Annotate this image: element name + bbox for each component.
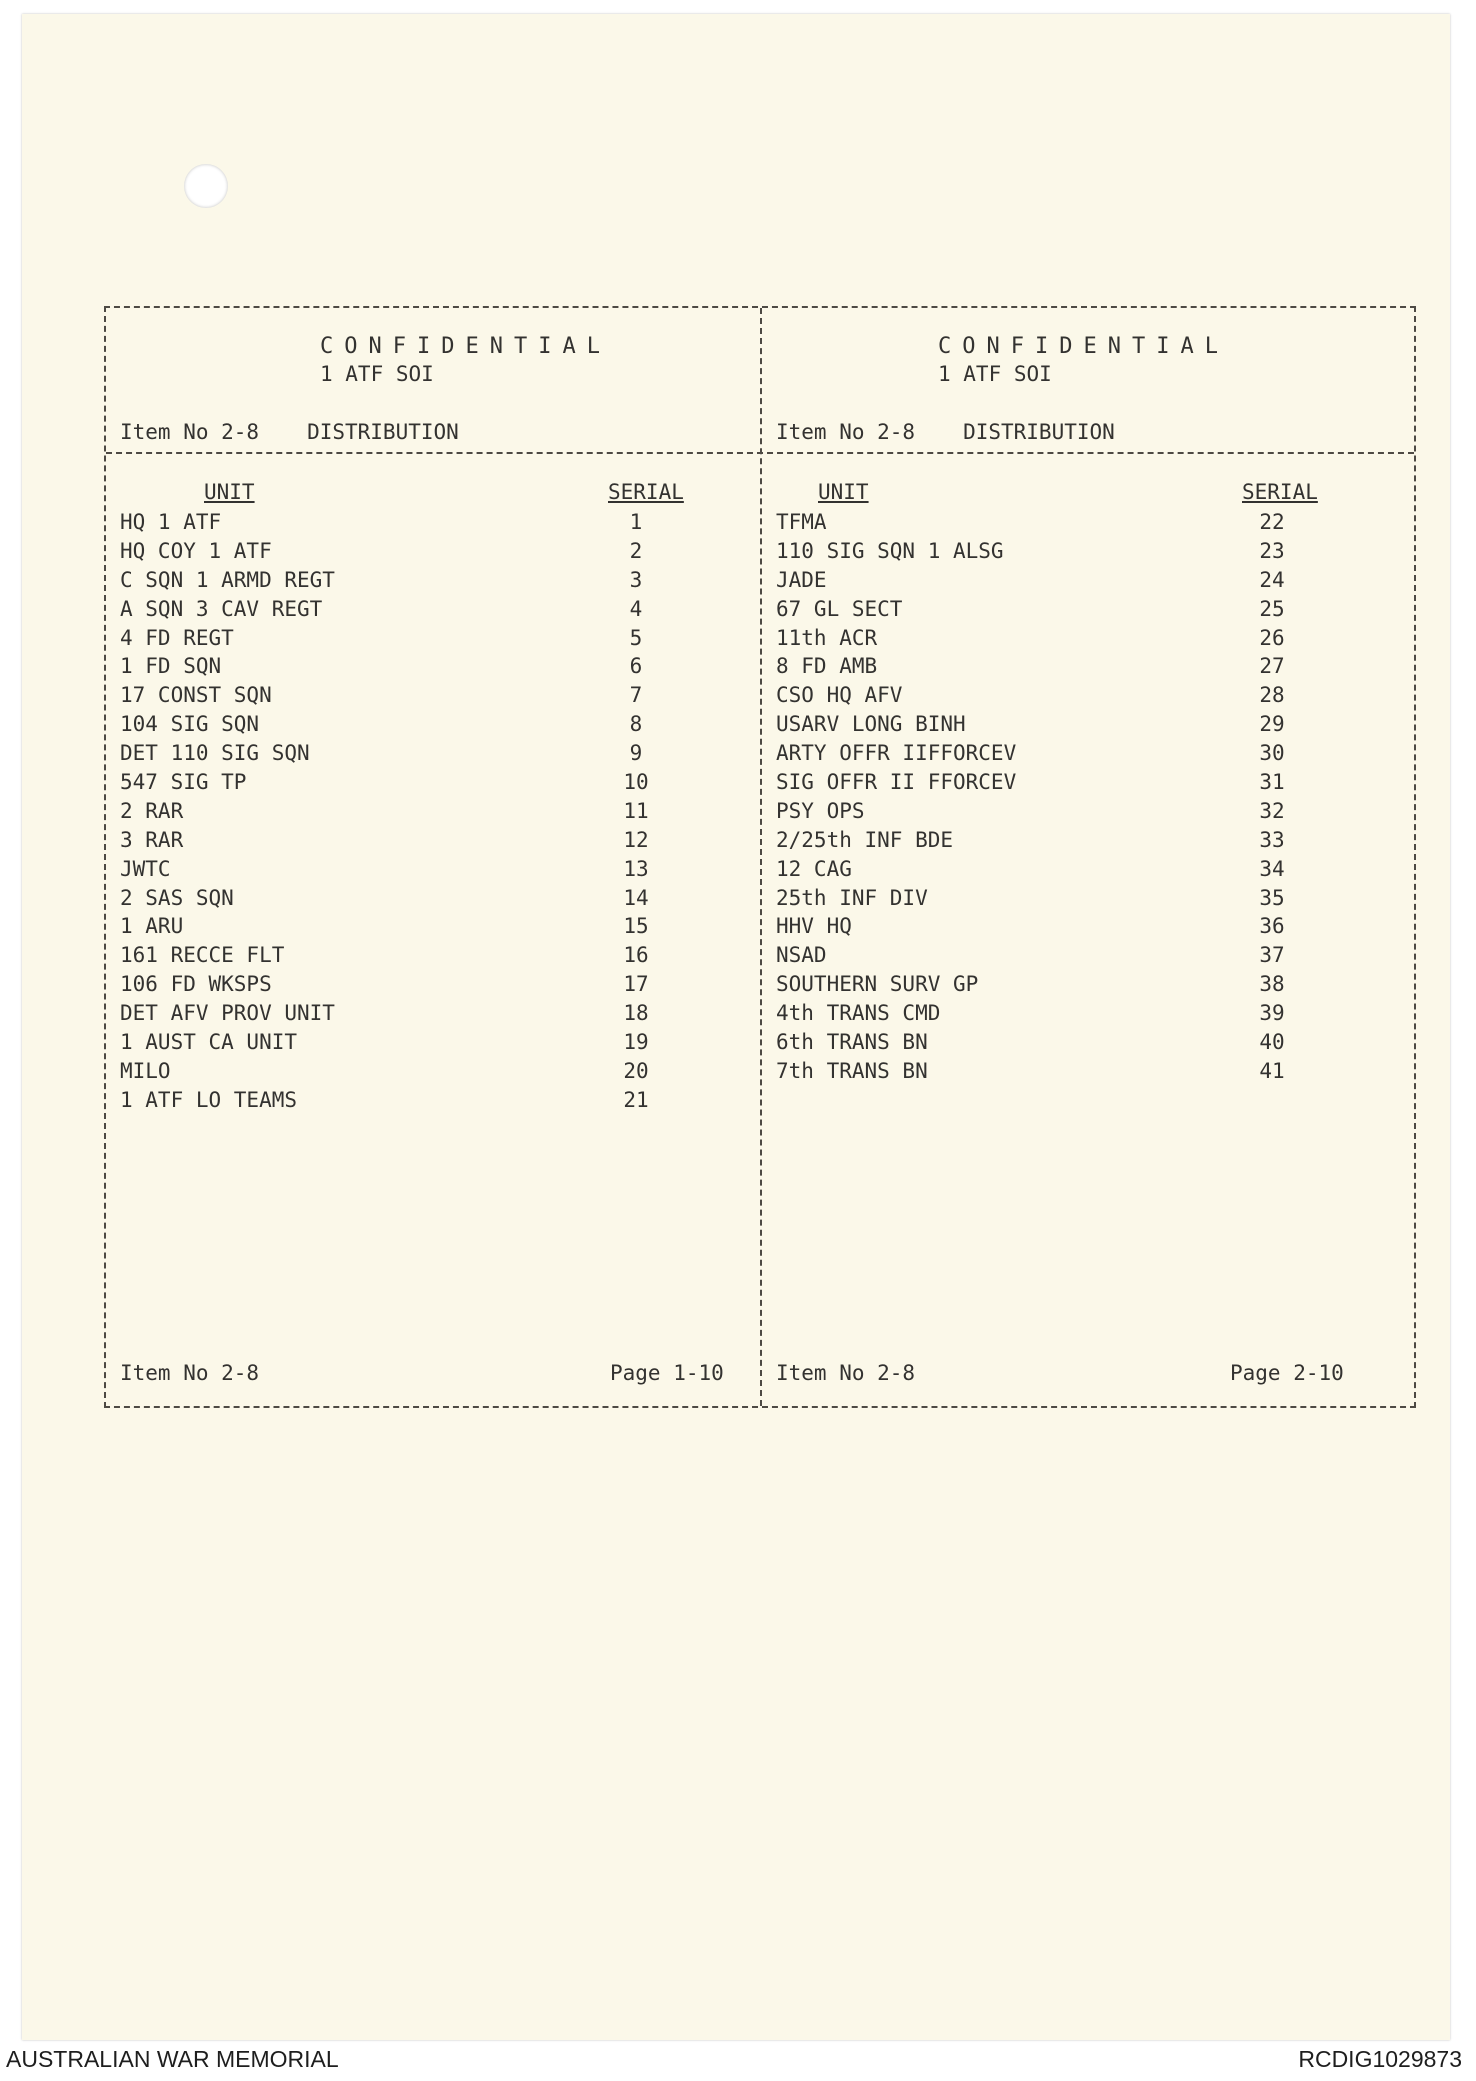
serial-number: 31: [1259, 770, 1285, 795]
unit-name: 1 ATF LO TEAMS: [120, 1087, 298, 1112]
serial-number: 32: [1259, 798, 1285, 823]
serial-number: 3: [629, 567, 643, 592]
distribution-list: [762, 508, 1416, 1086]
serial-number: 16: [623, 943, 649, 968]
serial-number: 13: [623, 856, 649, 881]
unit-name: 547 SIG TP: [120, 770, 247, 795]
unit-name: 25th INF DIV: [776, 885, 928, 910]
section-title: DISTRIBUTION: [963, 420, 1115, 444]
left-panel: [106, 308, 760, 1406]
distribution-form: [104, 306, 1416, 1408]
serial-number: 30: [1259, 741, 1285, 766]
list-item: [762, 537, 1416, 566]
document-page: [22, 14, 1450, 2040]
unit-name: 3 RAR: [120, 827, 184, 852]
serial-number: 40: [1259, 1030, 1285, 1055]
unit-name: A SQN 3 CAV REGT: [120, 596, 323, 621]
list-item: [762, 681, 1416, 710]
list-item: [762, 855, 1416, 884]
serial-number: 36: [1259, 914, 1285, 939]
distribution-list: [106, 508, 760, 1115]
serial-number: 38: [1259, 972, 1285, 997]
unit-name: JWTC: [120, 856, 171, 881]
punch-hole: [184, 164, 228, 208]
serial-number: 20: [623, 1058, 649, 1083]
serial-number: 29: [1259, 712, 1285, 737]
serial-number: 1: [629, 510, 643, 534]
serial-number: 17: [623, 972, 649, 997]
unit-name: 4 FD REGT: [120, 625, 234, 650]
unit-name: TFMA: [776, 510, 827, 534]
unit-name: MILO: [120, 1058, 171, 1083]
list-item: [106, 681, 760, 710]
list-item: [106, 508, 760, 537]
list-item: [106, 652, 760, 681]
serial-number: 18: [623, 1001, 649, 1026]
list-item: [106, 566, 760, 595]
unit-name: SIG OFFR II FFORCEV: [776, 770, 1017, 795]
unit-name: CSO HQ AFV: [776, 683, 903, 708]
serial-number: 6: [629, 654, 643, 679]
list-item: [762, 970, 1416, 999]
list-item: [762, 826, 1416, 855]
list-item: [762, 768, 1416, 797]
unit-name: JADE: [776, 567, 827, 592]
serial-number: 25: [1259, 596, 1285, 621]
footer-item-number: Item No 2-8: [776, 1361, 916, 1385]
unit-name: 11th ACR: [776, 625, 878, 650]
footer-page-number: Page 2-10: [1230, 1361, 1344, 1385]
footer-item-number: Item No 2-8: [120, 1361, 260, 1385]
unit-name: 1 AUST CA UNIT: [120, 1030, 298, 1055]
unit-name: 17 CONST SQN: [120, 683, 272, 708]
serial-number: 14: [623, 885, 649, 910]
unit-name: 7th TRANS BN: [776, 1058, 928, 1083]
list-item: [106, 1057, 760, 1086]
list-item: [762, 508, 1416, 537]
serial-number: 26: [1259, 625, 1285, 650]
item-line: [776, 420, 1115, 444]
unit-name: 110 SIG SQN 1 ALSG: [776, 538, 1004, 563]
unit-name: 6th TRANS BN: [776, 1030, 928, 1055]
list-item: [106, 739, 760, 768]
serial-column-header: SERIAL: [1242, 480, 1318, 504]
unit-name: DET AFV PROV UNIT: [120, 1001, 335, 1026]
list-item: [762, 566, 1416, 595]
list-item: [106, 624, 760, 653]
serial-number: 19: [623, 1030, 649, 1055]
soi-title: 1 ATF SOI: [938, 362, 1052, 386]
serial-number: 21: [623, 1087, 649, 1112]
soi-title: 1 ATF SOI: [320, 362, 434, 386]
list-item: [106, 768, 760, 797]
serial-number: 39: [1259, 1001, 1285, 1026]
list-item: [106, 595, 760, 624]
unit-name: 12 CAG: [776, 856, 852, 881]
serial-number: 24: [1259, 567, 1285, 592]
list-item: [762, 739, 1416, 768]
serial-number: 22: [1259, 510, 1285, 534]
list-item: [762, 1057, 1416, 1086]
unit-name: 2 SAS SQN: [120, 885, 234, 910]
unit-name: 8 FD AMB: [776, 654, 878, 679]
item-number: Item No 2-8: [120, 420, 260, 444]
unit-name: PSY OPS: [776, 798, 865, 823]
unit-name: 2 RAR: [120, 798, 184, 823]
list-item: [106, 941, 760, 970]
serial-number: 9: [629, 741, 643, 766]
archive-caption: AUSTRALIAN WAR MEMORIAL: [6, 2046, 339, 2072]
confidential-heading: CONFIDENTIAL: [320, 334, 611, 359]
list-item: [762, 912, 1416, 941]
serial-number: 41: [1259, 1058, 1285, 1083]
unit-name: 2/25th INF BDE: [776, 827, 954, 852]
section-title: DISTRIBUTION: [307, 420, 459, 444]
unit-name: ARTY OFFR IIFFORCEV: [776, 741, 1017, 766]
unit-name: 1 FD SQN: [120, 654, 222, 679]
record-id-caption: RCDIG1029873: [1298, 2046, 1462, 2072]
unit-name: 106 FD WKSPS: [120, 972, 272, 997]
unit-name: 4th TRANS CMD: [776, 1001, 941, 1026]
serial-number: 34: [1259, 856, 1285, 881]
confidential-heading: CONFIDENTIAL: [938, 334, 1229, 359]
list-item: [762, 652, 1416, 681]
serial-number: 35: [1259, 885, 1285, 910]
list-item: [762, 595, 1416, 624]
serial-number: 2: [629, 538, 643, 563]
unit-name: HHV HQ: [776, 914, 852, 939]
serial-number: 15: [623, 914, 649, 939]
serial-number: 4: [629, 596, 643, 621]
list-item: [106, 1028, 760, 1057]
serial-number: 23: [1259, 538, 1285, 563]
footer-page-number: Page 1-10: [610, 1361, 724, 1385]
list-item: [762, 999, 1416, 1028]
list-item: [762, 1028, 1416, 1057]
list-item: [762, 797, 1416, 826]
unit-name: C SQN 1 ARMD REGT: [120, 567, 335, 592]
list-item: [762, 941, 1416, 970]
list-item: [106, 710, 760, 739]
unit-column-header: UNIT: [204, 480, 255, 504]
serial-number: 10: [623, 770, 649, 795]
serial-number: 28: [1259, 683, 1285, 708]
serial-number: 5: [629, 625, 643, 650]
list-item: [106, 855, 760, 884]
unit-name: USARV LONG BINH: [776, 712, 966, 737]
list-item: [762, 710, 1416, 739]
serial-number: 33: [1259, 827, 1285, 852]
list-item: [762, 624, 1416, 653]
right-panel: [762, 308, 1416, 1406]
unit-name: HQ COY 1 ATF: [120, 538, 272, 563]
item-line: [120, 420, 459, 444]
unit-name: 161 RECCE FLT: [120, 943, 285, 968]
serial-number: 12: [623, 827, 649, 852]
list-item: [106, 884, 760, 913]
unit-name: SOUTHERN SURV GP: [776, 972, 979, 997]
list-item: [106, 912, 760, 941]
serial-number: 37: [1259, 943, 1285, 968]
unit-name: 104 SIG SQN: [120, 712, 260, 737]
unit-name: 67 GL SECT: [776, 596, 903, 621]
unit-column-header: UNIT: [818, 480, 869, 504]
serial-number: 11: [623, 798, 649, 823]
list-item: [106, 537, 760, 566]
serial-column-header: SERIAL: [608, 480, 684, 504]
item-number: Item No 2-8: [776, 420, 916, 444]
serial-number: 27: [1259, 654, 1285, 679]
unit-name: NSAD: [776, 943, 827, 968]
serial-number: 7: [629, 683, 643, 708]
list-item: [106, 970, 760, 999]
unit-name: HQ 1 ATF: [120, 510, 222, 534]
list-item: [106, 826, 760, 855]
unit-name: 1 ARU: [120, 914, 184, 939]
unit-name: DET 110 SIG SQN: [120, 741, 310, 766]
list-item: [106, 1086, 760, 1115]
list-item: [762, 884, 1416, 913]
serial-number: 8: [629, 712, 643, 737]
list-item: [106, 999, 760, 1028]
list-item: [106, 797, 760, 826]
